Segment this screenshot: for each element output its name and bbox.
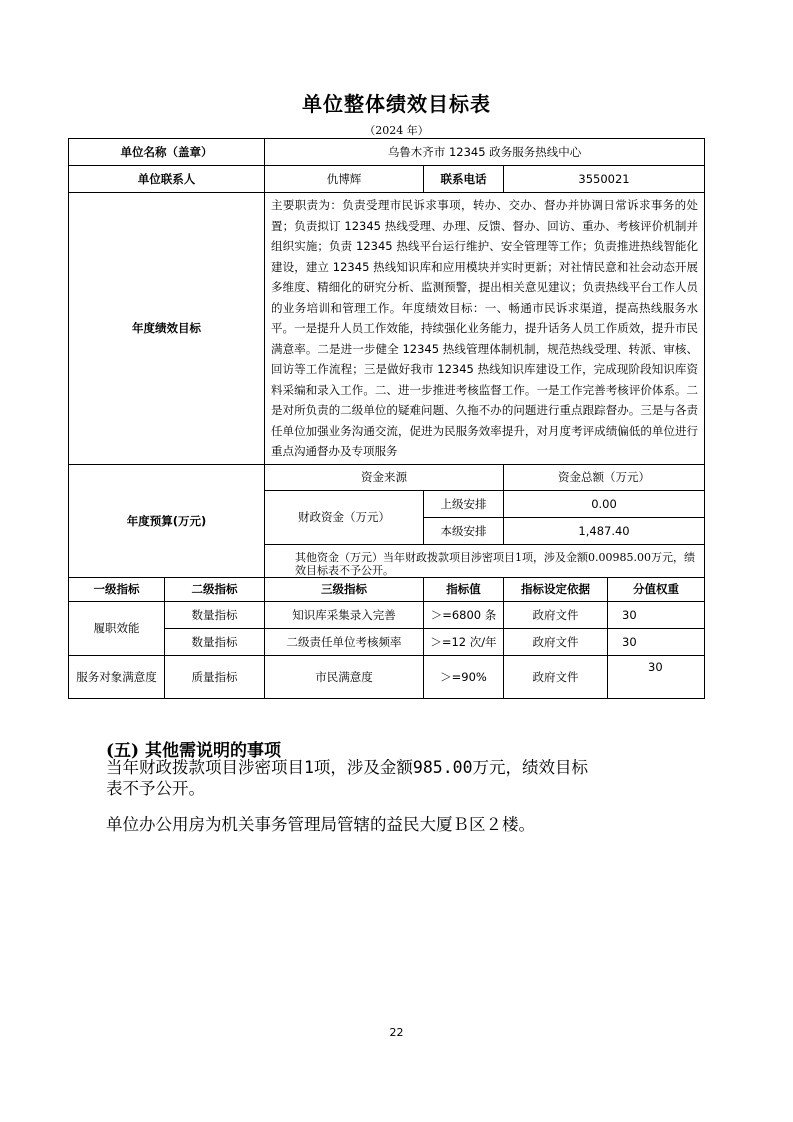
header-basis: 指标设定依据 [504, 577, 608, 601]
page-number: 22 [389, 1026, 404, 1039]
total-header: 资金总额（万元） [504, 464, 705, 490]
phone-label: 联系电话 [424, 166, 504, 193]
upper-label: 上级安排 [424, 490, 504, 517]
level3-cell: 二级责任单位考核频率 [265, 628, 424, 655]
basis-cell: 政府文件 [504, 655, 608, 698]
weight-cell: 30 [608, 601, 705, 628]
level1-performance: 履职效能 [69, 601, 165, 655]
level2-cell: 数量指标 [165, 601, 265, 628]
level2-cell: 数量指标 [165, 628, 265, 655]
goal-label: 年度绩效目标 [69, 193, 265, 465]
basis-cell: 政府文件 [504, 601, 608, 628]
basis-cell: 政府文件 [504, 628, 608, 655]
contact-label: 单位联系人 [69, 166, 265, 193]
header-level2: 二级指标 [165, 577, 265, 601]
performance-table-body [68, 138, 705, 699]
header-weight: 分值权重 [608, 577, 705, 601]
weight-cell: 30 [608, 655, 705, 698]
local-value: 1,487.40 [504, 517, 705, 544]
value-cell: ＞=6800 条 [424, 601, 504, 628]
level2-cell: 质量指标 [165, 655, 265, 698]
source-header: 资金来源 [265, 464, 504, 490]
secret-project-note: 当年财政拨款项目涉密项目1项，涉及金额985.00万元，绩效目标表不予公开。 [106, 758, 589, 798]
contact-value: 仇博辉 [265, 166, 424, 193]
goal-text: 主要职责为：负责受理市民诉求事项，转办、交办、督办并协调日常诉求事务的处置；负责拟订 12345 热线受理、办理、反馈、督办、回访、重办、考核评价机制并组织实施；负责 12345 热线平台运行维护、安全管理等工作；负责推进热线智能化建设，建立 12345 热线知识库和应用模块并实时更新；对社情民意和社会动态开展多维度、精细化的研究分析、监测预警，提出相关意见建议；负责热线平台工作人员的业务培训和管理工作。年度绩效目标：一、畅通市民诉求渠道，提高热线服务水平。一是提升人员工作效能，持续强化业务能力，提升话务人员工作质效，提升市民满意率。二是进一步健全 12345 热线管理体制机制，规范热线受理、转派、审核、回访等工作流程；三是做好我市 12345 热线知识库建设工作，完成现阶段知识库资料采编和录入工作。二、进一步推进考核监督工作。一是工作完善考核评价体系。二是对所负责的二级单位的疑难问题、久拖不办的问题进行重点跟踪督办。三是与各责任单位加强业务沟通交流，促进为民服务效率提升，对月度考评成绩偏低的单位进行重点沟通督办及专项服务 [265, 193, 705, 465]
weight-cell: 30 [608, 628, 705, 655]
office-note: 单位办公用房为机关事务管理局管辖的益民大厦Ｂ区２楼。 [106, 815, 535, 834]
year-label: （2024 年） [364, 124, 429, 137]
unit-name-label: 单位名称（盖章） [69, 139, 265, 166]
other-funds-text: 其他资金（万元）当年财政拨款项目涉密项目1项，涉及金额0.00985.00万元，绩效目标表不予公开。 [295, 550, 695, 577]
budget-label: 年度预算(万元) [69, 464, 265, 577]
page-title: 单位整体绩效目标表 [302, 92, 491, 116]
level3-cell: 市民满意度 [265, 655, 424, 698]
level1-satisfaction: 服务对象满意度 [69, 655, 165, 698]
section-title: (五) 其他需说明的事项 [106, 741, 282, 761]
header-level1: 一级指标 [69, 577, 165, 601]
unit-name-value: 乌鲁木齐市 12345 政务服务热线中心 [265, 139, 705, 166]
phone-value: 3550021 [504, 166, 705, 193]
upper-value: 0.00 [504, 490, 705, 517]
value-cell: ＞=90% [424, 655, 504, 698]
other-funds [265, 544, 705, 577]
header-value: 指标值 [424, 577, 504, 601]
level3-cell: 知识库采集录入完善 [265, 601, 424, 628]
fiscal-label: 财政资金（万元） [265, 490, 424, 544]
value-cell: ＞=12 次/年 [424, 628, 504, 655]
local-label: 本级安排 [424, 517, 504, 544]
header-level3: 三级指标 [265, 577, 424, 601]
